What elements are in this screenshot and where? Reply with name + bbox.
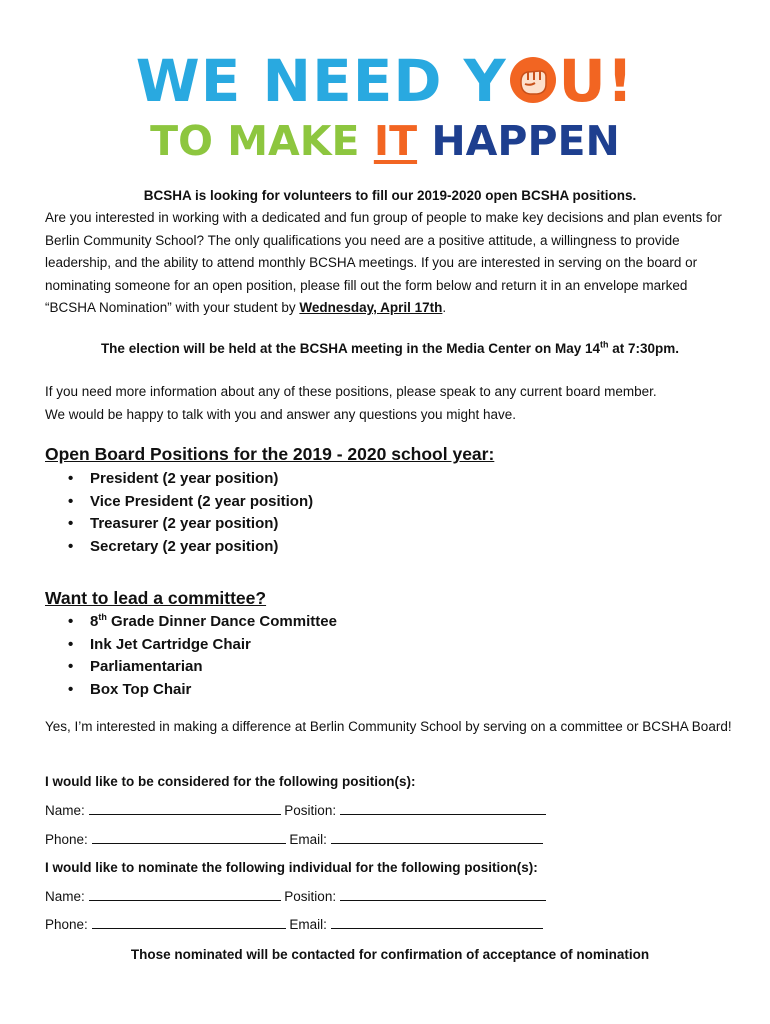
bullet-icon: •: [68, 658, 74, 675]
list-item: [68, 679, 337, 702]
bullet-icon: •: [68, 635, 74, 653]
banner: [0, 47, 770, 165]
intro-paragraph: [45, 207, 735, 320]
banner-headline: [0, 47, 770, 115]
self-phone-row: [45, 831, 543, 847]
list-item: [68, 513, 313, 536]
position-president: President (2 year position): [90, 470, 279, 487]
bullet-icon: •: [68, 492, 74, 510]
phone-label: Phone:: [45, 917, 88, 932]
nominee-email-field[interactable]: [331, 916, 543, 929]
position-vice-president: Vice President (2 year position): [90, 492, 314, 510]
list-item: [68, 536, 313, 559]
position-label: Position:: [284, 803, 337, 818]
committee-grade-number: 8: [90, 613, 99, 630]
position-label: Position:: [284, 889, 337, 904]
committee-parliamentarian: Parliamentarian: [90, 658, 203, 675]
bullet-icon: •: [68, 680, 74, 698]
list-item: [68, 656, 337, 679]
intro-body: Are you interested in working with a dedicated and fun group of people to make key decisions and plan events for Berlin Community School? The only qualifications you need are a positive attitude, a willingness to provide leadership, and the ability to attend monthly BCSHA meetings. If you are interested in serving on the board or nominating someone for an open position, please fill out the form below and return it in an envelope marked “BCSHA Nomination” with your student by: [45, 210, 722, 315]
list-item: [68, 634, 337, 657]
banner-we-need-text: WE NEED Y: [135, 47, 507, 115]
election-sup: th: [600, 339, 609, 350]
phone-label: Phone:: [45, 832, 88, 847]
deadline-date: Wednesday, April 17th: [299, 300, 443, 315]
nominee-name-field[interactable]: [89, 888, 281, 901]
election-time: at 7:30pm.: [608, 341, 680, 356]
board-positions-list: [68, 468, 313, 558]
bullet-icon: •: [68, 470, 74, 487]
committee-dinner-dance: Grade Dinner Dance Committee: [106, 613, 337, 630]
nominee-position-field[interactable]: [340, 888, 546, 901]
fist-icon: [508, 55, 558, 105]
nominee-phone-field[interactable]: [92, 916, 286, 929]
committee-list: [68, 611, 337, 701]
list-item: [68, 491, 313, 514]
committee-box-top: Box Top Chair: [90, 680, 192, 698]
nominate-heading: I would like to nominate the following individual for the following position(s):: [45, 860, 538, 875]
email-label: Email:: [289, 917, 327, 932]
self-position-field[interactable]: [340, 802, 546, 815]
footer-note: Those nominated will be contacted for confirmation of acceptance of nomination: [130, 947, 650, 962]
self-phone-field[interactable]: [92, 831, 286, 844]
position-secretary: Secretary (2 year position): [90, 537, 279, 555]
election-notice: [45, 338, 735, 361]
bullet-icon: •: [68, 613, 74, 630]
self-name-row: [45, 802, 546, 818]
nominee-name-row: [45, 888, 546, 904]
deadline-end: .: [442, 300, 447, 315]
banner-to-make-text: TO MAKE: [150, 117, 374, 165]
bullet-icon: •: [68, 537, 74, 555]
intro-heading: BCSHA is looking for volunteers to fill our 2019-2020 open BCSHA positions.: [143, 188, 637, 203]
banner-subheadline: [0, 118, 770, 164]
banner-happen-text: HAPPEN: [417, 117, 620, 165]
self-email-field[interactable]: [331, 831, 543, 844]
list-item: [68, 468, 313, 491]
election-text: The election will be held at the BCSHA meeting in the Media Center on May 14: [100, 341, 601, 356]
name-label: Name:: [45, 803, 85, 818]
info-paragraph: [45, 381, 735, 426]
banner-it-text: IT: [373, 117, 418, 165]
bullet-icon: •: [68, 515, 74, 532]
position-treasurer: Treasurer (2 year position): [90, 515, 279, 532]
committee-grade-sup: th: [98, 612, 107, 622]
committee-ink-jet: Ink Jet Cartridge Chair: [90, 635, 251, 653]
board-heading: Open Board Positions for the 2019 - 2020 school year:: [45, 444, 495, 464]
self-nomination-heading: I would like to be considered for the following position(s):: [45, 774, 416, 789]
info-line-2: We would be happy to talk with you and answer any questions you might have.: [45, 406, 517, 422]
interest-statement: Yes, I’m interested in making a difference at Berlin Community School by serving on a committee or BCSHA Board!: [45, 719, 732, 734]
banner-you-text: U!: [558, 47, 635, 115]
email-label: Email:: [289, 832, 327, 847]
name-label: Name:: [45, 889, 85, 904]
self-name-field[interactable]: [89, 802, 281, 815]
nominee-phone-row: [45, 916, 543, 932]
info-line-1: If you need more information about any of these positions, please speak to any current board member.: [45, 384, 657, 399]
list-item: [68, 611, 337, 634]
committee-heading: Want to lead a committee?: [45, 588, 267, 608]
